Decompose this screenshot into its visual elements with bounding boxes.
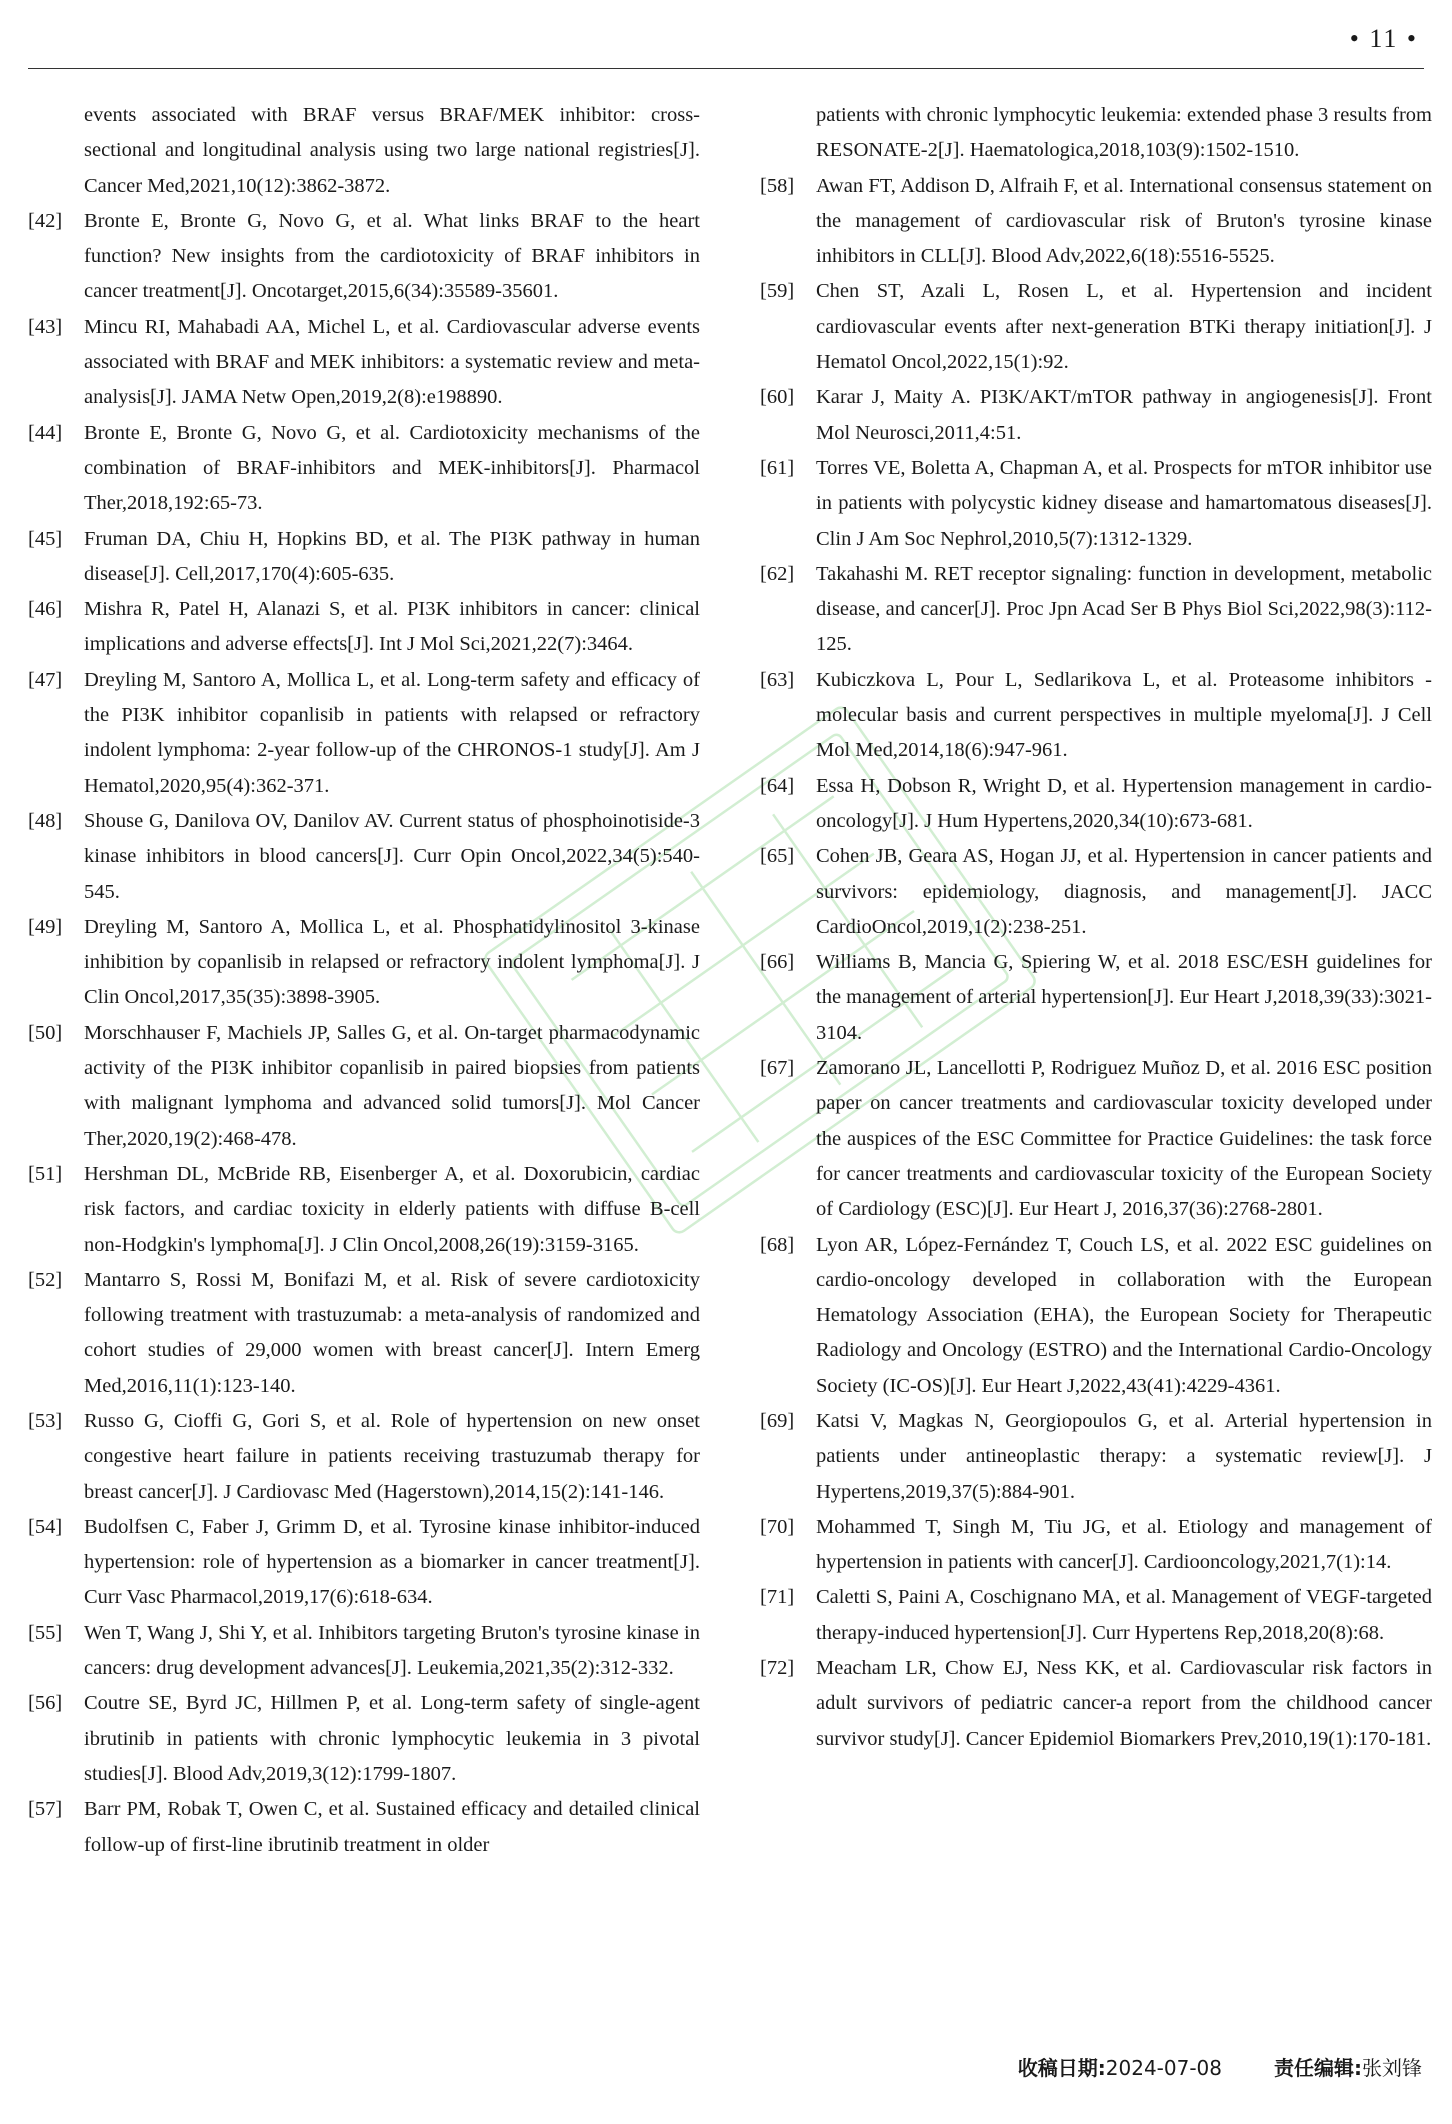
- reference-text: Caletti S, Paini A, Coschignano MA, et al. Management of VEGF-targeted therapy-induced hypertension[J]. Curr Hypertens Rep,2018,20(8):68.: [816, 1586, 1432, 1644]
- footer: [1018, 2052, 1422, 2081]
- reference-text: Karar J, Maity A. PI3K/AKT/mTOR pathway in angiogenesis[J]. Front Mol Neurosci,2011,4:51.: [816, 386, 1432, 444]
- reference-number: [65]: [760, 845, 795, 868]
- reference-item: [28, 1510, 700, 1616]
- reference-text: Russo G, Cioffi G, Gori S, et al. Role of hypertension on new onset congestive heart failure in patients receiving trastuzumab therapy for breast cancer[J]. J Cardiovasc Med (Hagerstown),2014,15(2):141-146.: [84, 1409, 700, 1503]
- reference-item: [760, 1580, 1432, 1651]
- reference-text: Morschhauser F, Machiels JP, Salles G, et al. On-target pharmacodynamic activity of the PI3K inhibitor copanlisib in paired biopsies from patients with malignant lymphoma and advanced solid tumors[J]. Mol Cancer Ther,2020,19(2):468-478.: [84, 1021, 700, 1150]
- reference-text: Mincu RI, Mahabadi AA, Michel L, et al. Cardiovascular adverse events associated with BRAF and MEK inhibitors: a systematic review and meta-analysis[J]. JAMA Netw Open,2019,2(8):e198890.: [84, 315, 700, 409]
- reference-item: [760, 945, 1432, 1051]
- reference-text: Bronte E, Bronte G, Novo G, et al. What links BRAF to the heart function? New insights from the cardiotoxicity of BRAF inhibitors in cancer treatment[J]. Oncotarget,2015,6(34):35589-35601.: [84, 209, 700, 303]
- reference-item: [28, 1686, 700, 1792]
- reference-number: [47]: [28, 668, 63, 691]
- reference-item: [760, 169, 1432, 275]
- received-date: 2024-07-08: [1105, 2056, 1222, 2080]
- reference-number: [60]: [760, 386, 795, 409]
- reference-text: Kubiczkova L, Pour L, Sedlarikova L, et al. Proteasome inhibitors - molecular basis and current perspectives in multiple myeloma[J]. J Cell Mol Med,2014,18(6):947-961.: [816, 668, 1432, 762]
- reference-number: [62]: [760, 562, 795, 585]
- reference-item: [760, 451, 1432, 557]
- reference-text: Wen T, Wang J, Shi Y, et al. Inhibitors targeting Bruton's tyrosine kinase in cancers: drug development advances[J]. Leukemia,2021,35(2):312-332.: [84, 1621, 700, 1680]
- reference-item: [760, 663, 1432, 769]
- reference-continuation: [28, 98, 700, 204]
- reference-text: Takahashi M. RET receptor signaling: function in development, metabolic disease, and cancer[J]. Proc Jpn Acad Ser B Phys Biol Sci,2022,98(3):112-125.: [816, 562, 1432, 656]
- reference-item: [760, 1404, 1432, 1510]
- reference-item: [28, 1016, 700, 1157]
- reference-item: [28, 1263, 700, 1404]
- reference-item: [28, 1157, 700, 1263]
- page-number: • 11 •: [1349, 24, 1418, 53]
- reference-number: [53]: [28, 1409, 63, 1432]
- reference-number: [48]: [28, 809, 63, 832]
- reference-text: Awan FT, Addison D, Alfraih F, et al. International consensus statement on the management of cardiovascular risk of Bruton's tyrosine kinase inhibitors in CLL[J]. Blood Adv,2022,6(18):5516-5525.: [816, 174, 1432, 268]
- reference-text: Mantarro S, Rossi M, Bonifazi M, et al. Risk of severe cardiotoxicity following treatment with trastuzumab: a meta-analysis of randomized and cohort studies of 29,000 women with breast cancer[J]. Intern Emerg Med,2016,11(1):123-140.: [84, 1268, 700, 1397]
- reference-item: [28, 1616, 700, 1687]
- reference-number: [68]: [760, 1233, 795, 1256]
- reference-text: Williams B, Mancia G, Spiering W, et al. 2018 ESC/ESH guidelines for the management of arterial hypertension[J]. Eur Heart J,2018,39(33):3021-3104.: [816, 951, 1432, 1044]
- reference-text: Budolfsen C, Faber J, Grimm D, et al. Tyrosine kinase inhibitor-induced hypertension: role of hypertension as a biomarker in cancer treatment[J]. Curr Vasc Pharmacol,2019,17(6):618-634.: [84, 1515, 700, 1609]
- reference-number: [61]: [760, 456, 795, 479]
- reference-number: [66]: [760, 951, 795, 974]
- reference-item: [760, 839, 1432, 945]
- editor-name: 张刘锋: [1362, 2056, 1422, 2080]
- reference-number: [43]: [28, 315, 63, 338]
- reference-text: patients with chronic lymphocytic leukemia: extended phase 3 results from RESONATE-2[J]. Haematologica,2018,103(9):1502-1510.: [816, 104, 1432, 162]
- reference-number: [51]: [28, 1162, 63, 1185]
- editor-block: [1274, 2052, 1422, 2081]
- reference-number: [45]: [28, 527, 63, 550]
- reference-text: Fruman DA, Chiu H, Hopkins BD, et al. The PI3K pathway in human disease[J]. Cell,2017,170(4):605-635.: [84, 527, 700, 585]
- reference-number: [56]: [28, 1692, 63, 1715]
- reference-number: [44]: [28, 421, 63, 444]
- reference-number: [69]: [760, 1409, 795, 1432]
- reference-text: Shouse G, Danilova OV, Danilov AV. Current status of phosphoinotiside-3 kinase inhibitors in blood cancers[J]. Curr Opin Oncol,2022,34(5):540-545.: [84, 809, 700, 903]
- reference-item: [760, 274, 1432, 380]
- reference-number: [67]: [760, 1057, 795, 1080]
- reference-number: [70]: [760, 1515, 795, 1538]
- reference-text: Lyon AR, López-Fernández T, Couch LS, et al. 2022 ESC guidelines on cardio-oncology developed in collaboration with the European Hematology Association (EHA), the European Society for Therapeutic Radiology and Oncology (ESTRO) and the International Cardio-Oncology Society (IC-OS)[J]. Eur Heart J,2022,43(41):4229-4361.: [816, 1233, 1432, 1397]
- reference-number: [55]: [28, 1621, 63, 1644]
- reference-number: [59]: [760, 280, 795, 303]
- reference-item: [28, 310, 700, 416]
- reference-number: [42]: [28, 209, 63, 232]
- reference-item: [760, 1651, 1432, 1757]
- reference-number: [63]: [760, 668, 795, 691]
- reference-number: [52]: [28, 1268, 63, 1291]
- reference-item: [28, 592, 700, 663]
- editor-label: 责任编辑:: [1274, 2056, 1362, 2080]
- reference-text: Coutre SE, Byrd JC, Hillmen P, et al. Long-term safety of single-agent ibrutinib in patients with chronic lymphocytic leukemia in 3 pivotal studies[J]. Blood Adv,2019,3(12):1799-1807.: [84, 1692, 700, 1785]
- reference-item: [760, 1228, 1432, 1404]
- reference-text: Meacham LR, Chow EJ, Ness KK, et al. Cardiovascular risk factors in adult survivors of pediatric cancer-a report from the childhood cancer survivor study[J]. Cancer Epidemiol Biomarkers Prev,2010,19(1):170-181.: [816, 1657, 1432, 1750]
- reference-number: [49]: [28, 915, 63, 938]
- reference-text: Zamorano JL, Lancellotti P, Rodriguez Muñoz D, et al. 2016 ESC position paper on cancer treatments and cardiovascular toxicity developed under the auspices of the ESC Committee for Practice Guidelines: the task force for cancer treatments and cardiovascular toxicity of the European Society of Cardiology (ESC)[J]. Eur Heart J, 2016,37(36):2768-2801.: [816, 1057, 1432, 1221]
- reference-number: [71]: [760, 1586, 795, 1609]
- reference-item: [28, 522, 700, 593]
- reference-item: [28, 910, 700, 1016]
- reference-text: Mishra R, Patel H, Alanazi S, et al. PI3K inhibitors in cancer: clinical implications and adverse effects[J]. Int J Mol Sci,2021,22(7):3464.: [84, 598, 700, 656]
- reference-text: events associated with BRAF versus BRAF/MEK inhibitor: cross-sectional and longitudinal analysis using two large national registries[J]. Cancer Med,2021,10(12):3862-3872.: [84, 104, 700, 197]
- reference-number: [57]: [28, 1798, 63, 1821]
- reference-continuation: [760, 98, 1432, 169]
- reference-text: Katsi V, Magkas N, Georgiopoulos G, et al. Arterial hypertension in patients under antineoplastic therapy: a systematic review[J]. J Hypertens,2019,37(5):884-901.: [816, 1409, 1432, 1503]
- reference-number: [46]: [28, 598, 63, 621]
- reference-number: [64]: [760, 774, 795, 797]
- reference-text: Barr PM, Robak T, Owen C, et al. Sustained efficacy and detailed clinical follow-up of first-line ibrutinib treatment in older: [84, 1798, 700, 1856]
- right-column: [760, 98, 1432, 1757]
- reference-item: [760, 1510, 1432, 1581]
- header-rule: [28, 68, 1424, 69]
- reference-text: Dreyling M, Santoro A, Mollica L, et al. Long-term safety and efficacy of the PI3K inhibitor copanlisib in patients with relapsed or refractory indolent lymphoma: 2-year follow-up of the CHRONOS-1 study[J]. Am J Hematol,2020,95(4):362-371.: [84, 668, 700, 797]
- reference-number: [72]: [760, 1657, 795, 1680]
- reference-item: [760, 380, 1432, 451]
- reference-number: [58]: [760, 174, 795, 197]
- reference-item: [28, 804, 700, 910]
- reference-item: [760, 1051, 1432, 1227]
- reference-text: Cohen JB, Geara AS, Hogan JJ, et al. Hypertension in cancer patients and survivors: epidemiology, diagnosis, and management[J]. JACC CardioOncol,2019,1(2):238-251.: [816, 845, 1432, 938]
- reference-text: Hershman DL, McBride RB, Eisenberger A, et al. Doxorubicin, cardiac risk factors, and cardiac toxicity in elderly patients with diffuse B-cell non-Hodgkin's lymphoma[J]. J Clin Oncol,2008,26(19):3159-3165.: [84, 1162, 700, 1256]
- reference-item: [28, 204, 700, 310]
- reference-text: Mohammed T, Singh M, Tiu JG, et al. Etiology and management of hypertension in patients with cancer[J]. Cardiooncology,2021,7(1):14.: [816, 1515, 1432, 1574]
- reference-item: [28, 663, 700, 804]
- reference-text: Essa H, Dobson R, Wright D, et al. Hypertension management in cardio-oncology[J]. J Hum Hypertens,2020,34(10):673-681.: [816, 774, 1432, 832]
- reference-number: [50]: [28, 1021, 63, 1044]
- left-column: [28, 98, 700, 1863]
- reference-number: [54]: [28, 1515, 63, 1538]
- reference-text: Dreyling M, Santoro A, Mollica L, et al. Phosphatidylinositol 3-kinase inhibition by copanlisib in relapsed or refractory indolent lymphoma[J]. J Clin Oncol,2017,35(35):3898-3905.: [84, 915, 700, 1009]
- reference-item: [28, 1404, 700, 1510]
- reference-item: [760, 769, 1432, 840]
- reference-text: Torres VE, Boletta A, Chapman A, et al. Prospects for mTOR inhibitor use in patients with polycystic kidney disease and hamartomatous diseases[J]. Clin J Am Soc Nephrol,2010,5(7):1312-1329.: [816, 456, 1432, 550]
- received-label: 收稿日期:: [1017, 2056, 1106, 2080]
- reference-text: Bronte E, Bronte G, Novo G, et al. Cardiotoxicity mechanisms of the combination of BRAF-inhibitors and MEK-inhibitors[J]. Pharmacol Ther,2018,192:65-73.: [84, 421, 700, 515]
- received-date-block: [1018, 2052, 1222, 2081]
- reference-item: [28, 1792, 700, 1863]
- reference-item: [28, 416, 700, 522]
- reference-text: Chen ST, Azali L, Rosen L, et al. Hypertension and incident cardiovascular events after next-generation BTKi therapy initiation[J]. J Hematol Oncol,2022,15(1):92.: [816, 280, 1432, 374]
- reference-item: [760, 557, 1432, 663]
